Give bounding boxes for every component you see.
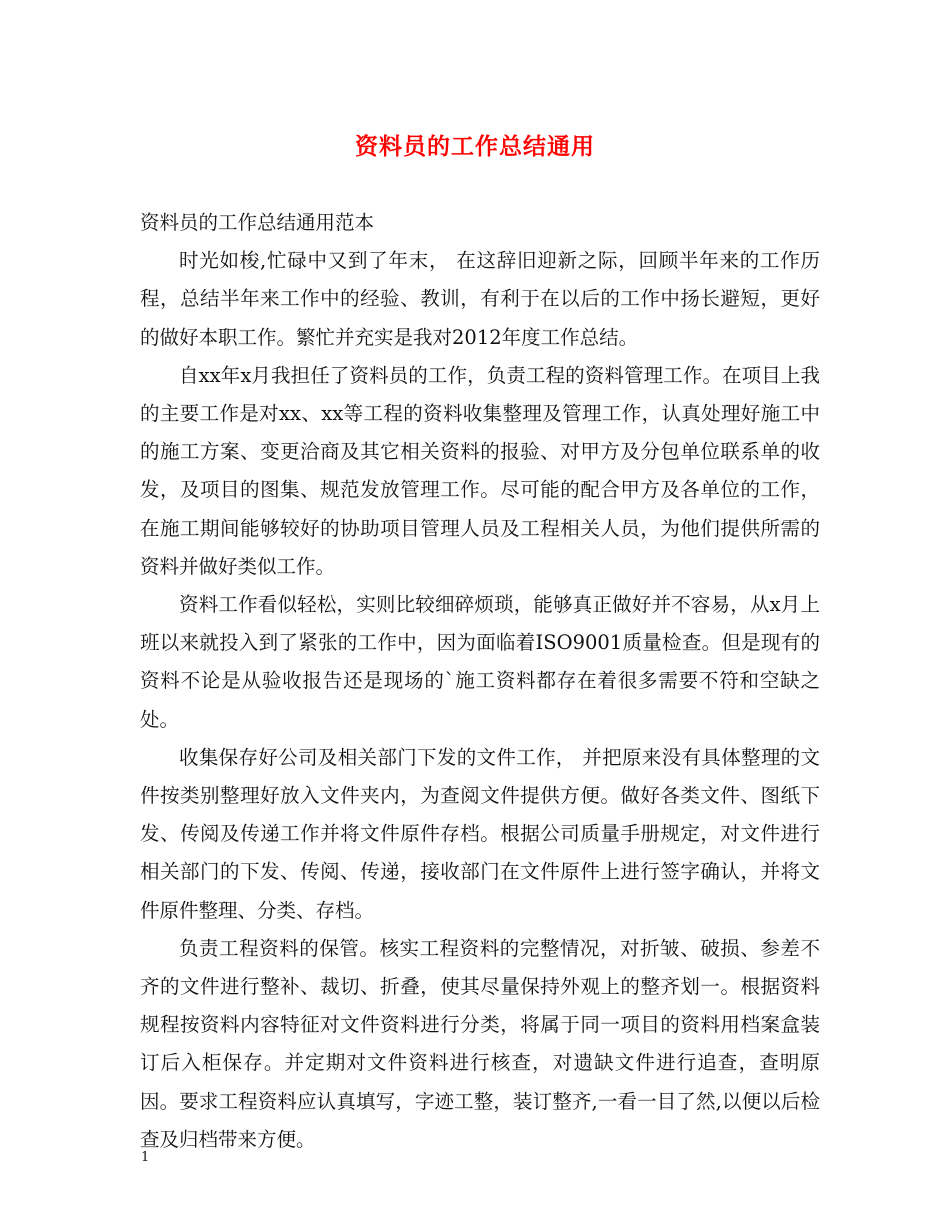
document-title: 资料员的工作总结通用 [355,133,595,160]
document-subtitle: 资料员的工作总结通用范本 [140,211,375,234]
paragraph-responsibilities: 自xx年x月我担任了资料员的工作，负责工程的资料管理工作。在项目上我的主要工作是对xx、xx等工程的资料收集整理及管理工作，认真处理好施工中的施工方案、变更洽商及其它相关资料的报验、对甲方及分包单位联系单的收发，及项目的图集、规范发放管理工作。尽可能的配合甲方及各单位的工作，在施工期间能够较好的协助项目管理人员及工程相关人员，为他们提供所需的资料并做好类似工作。 [140,363,820,578]
paragraph-intro: 时光如梭,忙碌中又到了年末， 在这辞旧迎新之际，回顾半年来的工作历程，总结半年来工作中的经验、教训，有利于在以后的工作中扬长避短，更好的做好本职工作。繁忙并充实是我对2012年度工作总结。 [140,249,820,349]
document-body [140,204,820,1159]
paragraph-challenges: 资料工作看似轻松，实则比较细碎烦琐，能够真正做好并不容易，从x月上班以来就投入到了紧张的工作中，因为面临着ISO9001质量检查。但是现有的资料不论是从验收报告还是现场的`施工资料都存在着很多需要不符和空缺之处。 [140,593,820,731]
paragraph-archive-custody: 负责工程资料的保管。核实工程资料的完整情况，对折皱、破损、参差不齐的文件进行整补、裁切、折叠，使其尽量保持外观上的整齐划一。根据资料规程按资料内容特征对文件资料进行分类，将属于同一项目的资料用档案盒装订后入柜保存。并定期对文件资料进行核查，对遗缺文件进行追查，查明原因。要求工程资料应认真填写，字迹工整，装订整齐,一看一目了然,以便以后检查及归档带来方便。 [140,936,820,1151]
paragraph-file-management: 收集保存好公司及相关部门下发的文件工作， 并把原来没有具体整理的文件按类别整理好放入文件夹内，为查阅文件提供方便。做好各类文件、图纸下发、传阅及传递工作并将文件原件存档。根据公司质量手册规定，对文件进行相关部门的下发、传阅、传递，接收部门在文件原件上进行签字确认，并将文件原件整理、分类、存档。 [140,745,820,922]
page-number: 1 [141,1150,150,1165]
